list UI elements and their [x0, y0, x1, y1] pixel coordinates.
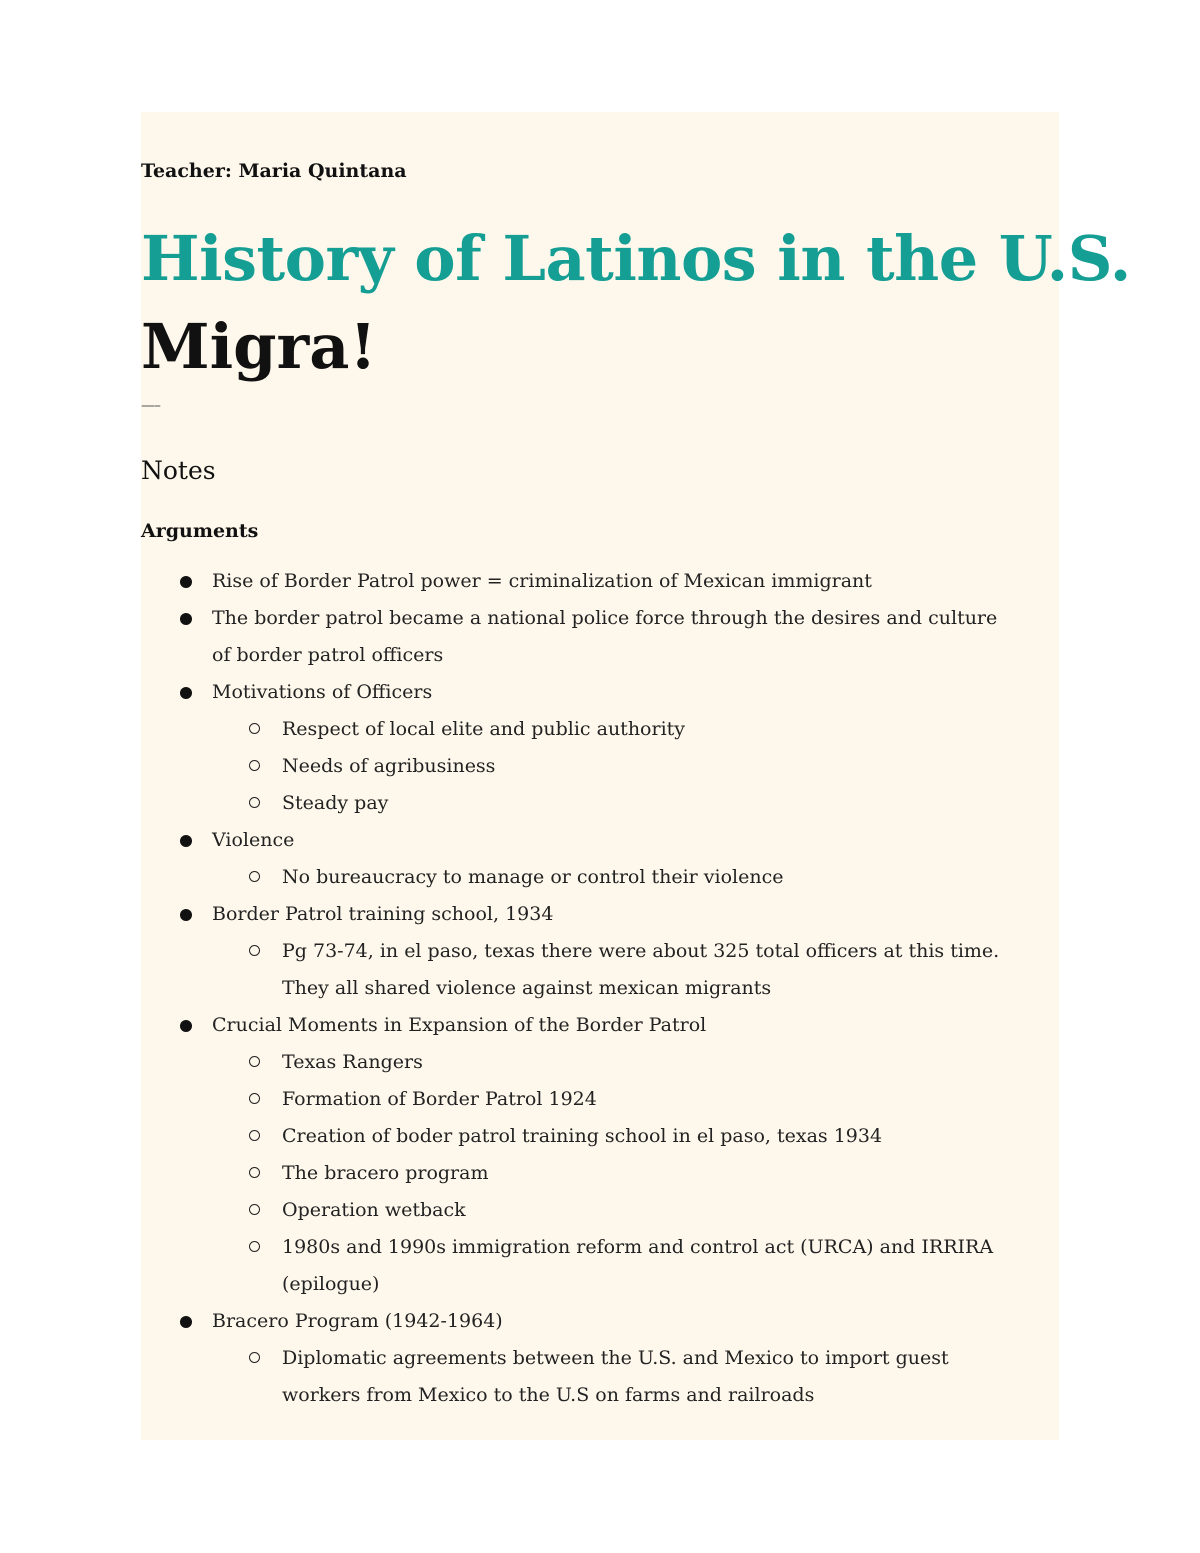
- hollow-bullet-icon: [249, 945, 260, 956]
- list-item-text: 1980s and 1990s immigration reform and control act (URCA) and IRRIRA (epilogue): [282, 1236, 994, 1295]
- list-item-text: Respect of local elite and public authority: [282, 718, 686, 740]
- list-item: [141, 1340, 1041, 1414]
- list-item: [141, 748, 1041, 785]
- document-subtitle: Migra!: [141, 310, 377, 383]
- document-page: [141, 112, 1131, 1440]
- hollow-bullet-icon: [249, 1093, 260, 1104]
- list-item: [141, 785, 1041, 822]
- list-item: [141, 1081, 1041, 1118]
- list-item: [141, 1118, 1041, 1155]
- hollow-bullet-icon: [249, 1056, 260, 1067]
- list-item-text: Diplomatic agreements between the U.S. and Mexico to import guest workers from Mexico to the U.S on farms and railroads: [282, 1347, 949, 1406]
- list-item: [141, 1007, 1041, 1044]
- list-item-text: Violence: [212, 829, 295, 851]
- list-item: [141, 1229, 1041, 1303]
- list-item-text: Operation wetback: [282, 1199, 466, 1221]
- sub-heading-arguments: Arguments: [141, 520, 259, 542]
- filled-bullet-icon: [180, 1316, 192, 1328]
- hollow-bullet-icon: [249, 1352, 260, 1363]
- list-item: [141, 822, 1041, 859]
- list-item-text: Bracero Program (1942-1964): [212, 1310, 503, 1332]
- list-item-text: Needs of agribusiness: [282, 755, 496, 777]
- list-item-text: No bureaucracy to manage or control their violence: [282, 866, 784, 888]
- filled-bullet-icon: [180, 909, 192, 921]
- list-item-text: Formation of Border Patrol 1924: [282, 1088, 597, 1110]
- filled-bullet-icon: [180, 613, 192, 625]
- filled-bullet-icon: [180, 687, 192, 699]
- list-item-text: Motivations of Officers: [212, 681, 433, 703]
- filled-bullet-icon: [180, 576, 192, 588]
- list-item-text: The border patrol became a national police force through the desires and culture of border patrol officers: [212, 607, 998, 666]
- list-item: [141, 1192, 1041, 1229]
- hollow-bullet-icon: [249, 1167, 260, 1178]
- hollow-bullet-icon: [249, 723, 260, 734]
- filled-bullet-icon: [180, 835, 192, 847]
- list-item: [141, 711, 1041, 748]
- list-item: [141, 674, 1041, 711]
- list-item: [141, 1155, 1041, 1192]
- list-item-text: Creation of boder patrol training school in el paso, texas 1934: [282, 1125, 883, 1147]
- document-title: History of Latinos in the U.S.: [141, 222, 1131, 295]
- list-item-text: The bracero program: [282, 1162, 489, 1184]
- hollow-bullet-icon: [249, 1204, 260, 1215]
- list-item-text: Pg 73-74, in el paso, texas there were about 325 total officers at this time. They all shared violence against mexican migrants: [282, 940, 1000, 999]
- list-item: [141, 1303, 1041, 1340]
- list-item-text: Steady pay: [282, 792, 389, 814]
- list-item: [141, 896, 1041, 933]
- list-item: [141, 859, 1041, 896]
- filled-bullet-icon: [180, 1020, 192, 1032]
- teacher-line: Teacher: Maria Quintana: [141, 160, 407, 182]
- list-item-text: Crucial Moments in Expansion of the Border Patrol: [212, 1014, 707, 1036]
- hollow-bullet-icon: [249, 760, 260, 771]
- divider: —–: [141, 398, 160, 414]
- section-heading-notes: Notes: [141, 456, 216, 485]
- hollow-bullet-icon: [249, 1130, 260, 1141]
- notes-list: [141, 563, 1041, 1414]
- list-item-text: Texas Rangers: [282, 1051, 423, 1073]
- list-item: [141, 563, 1041, 600]
- hollow-bullet-icon: [249, 797, 260, 808]
- list-item-text: Rise of Border Patrol power = criminalization of Mexican immigrant: [212, 570, 872, 592]
- list-item: [141, 600, 1041, 674]
- list-item-text: Border Patrol training school, 1934: [212, 903, 554, 925]
- list-item: [141, 1044, 1041, 1081]
- hollow-bullet-icon: [249, 1241, 260, 1252]
- hollow-bullet-icon: [249, 871, 260, 882]
- list-item: [141, 933, 1041, 1007]
